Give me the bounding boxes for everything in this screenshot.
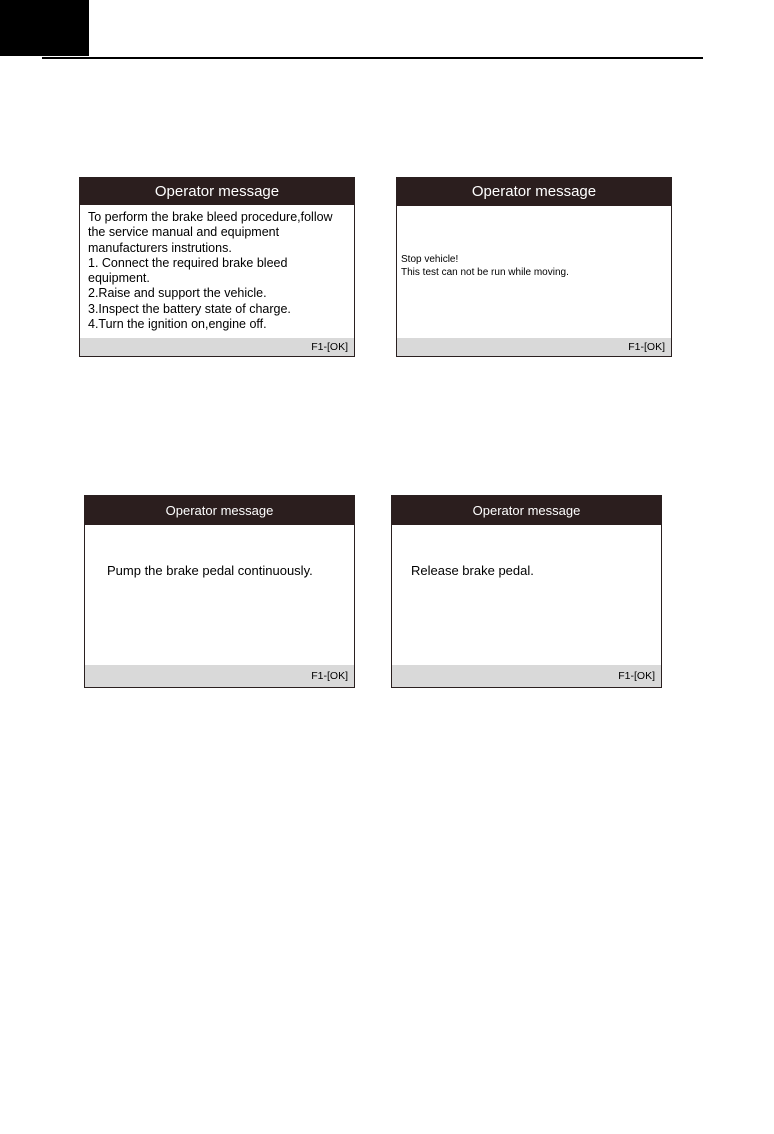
screen-message: Stop vehicle! This test can not be run while moving. [401,254,569,278]
header-divider [42,57,703,59]
screen-title: Operator message [397,178,671,206]
ok-key-hint[interactable]: F1-[OK] [628,341,665,353]
screen-title: Operator message [80,178,354,205]
operator-message-screen-pump-pedal [84,495,355,688]
screen-footer [85,665,354,687]
operator-message-screen-release-pedal [391,495,662,688]
screen-message: To perform the brake bleed procedure,follow the service manual and equipment manufacturers instrutions. 1. Connect the required brake bleed equipment. 2.Raise and support the vehicle. 3.Inspect the battery state of charge. 4.Turn the ignition on,engine off. [88,210,333,332]
ok-key-hint[interactable]: F1-[OK] [311,341,348,353]
ok-key-hint[interactable]: F1-[OK] [618,670,655,682]
screen-footer [80,338,354,356]
ok-key-hint[interactable]: F1-[OK] [311,670,348,682]
screen-message: Release brake pedal. [411,563,534,578]
screen-footer [392,665,661,687]
screen-message: Pump the brake pedal continuously. [107,563,313,578]
screen-footer [397,338,671,356]
screen-title: Operator message [85,496,354,525]
operator-message-screen-brake-bleed-procedure [79,177,355,357]
screen-title: Operator message [392,496,661,525]
page-corner-tab [0,0,89,56]
operator-message-screen-stop-vehicle [396,177,672,357]
